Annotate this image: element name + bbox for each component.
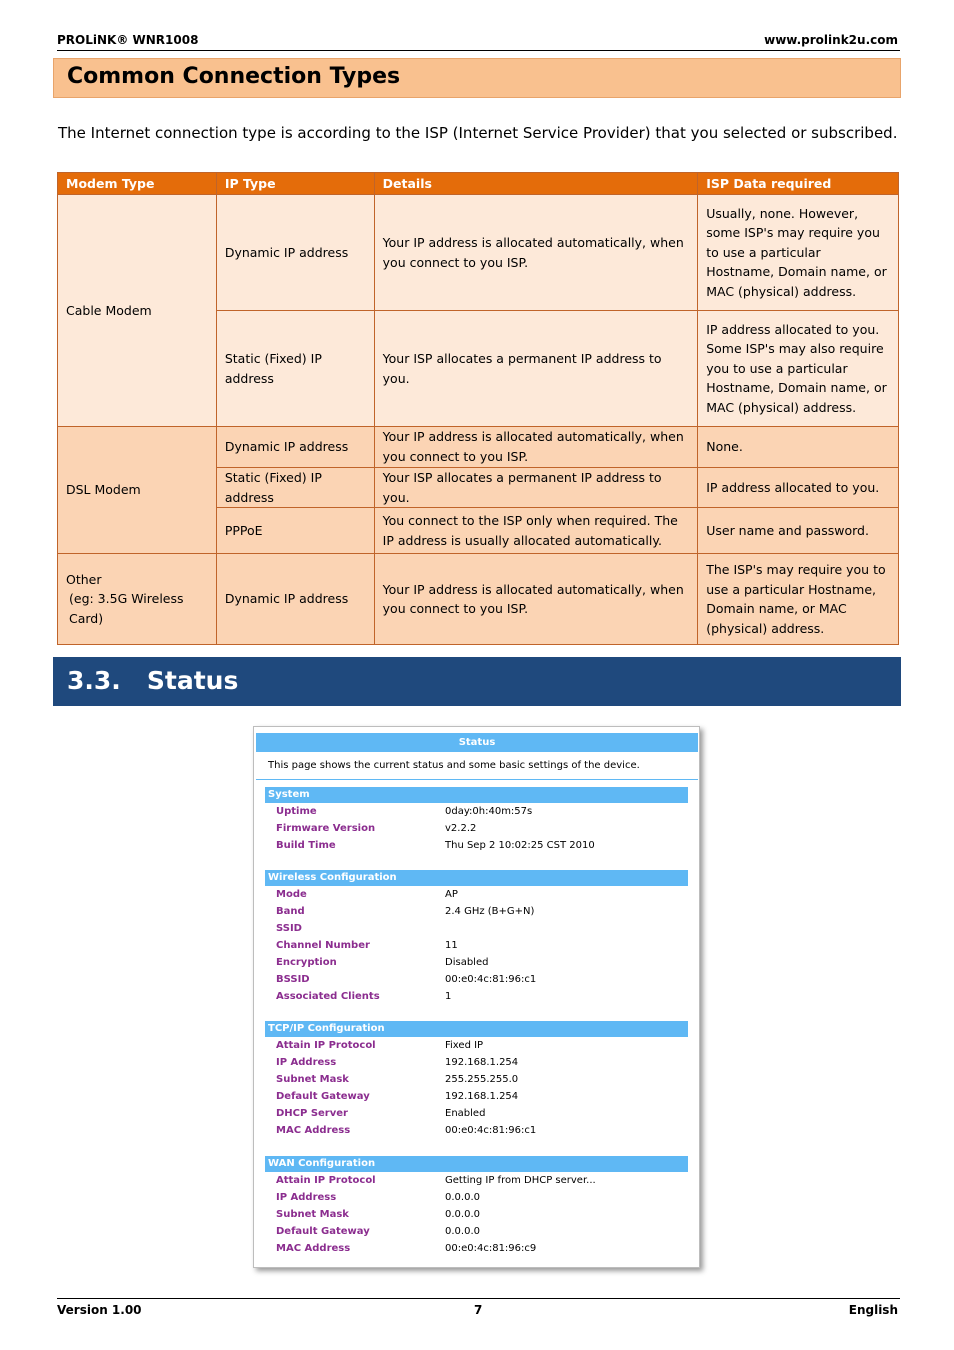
row-value: Fixed IP <box>445 1040 484 1051</box>
cell-isp-data: The ISP's may require you to use a particular Hostname, Domain name, or MAC (physical) address. <box>698 554 899 645</box>
row-value: Enabled <box>445 1108 486 1119</box>
col-isp-data: ISP Data required <box>698 173 899 195</box>
cell-ip-type: Static (Fixed) IP address <box>216 311 374 427</box>
row-value: 1 <box>445 991 452 1002</box>
row-value: v2.2.2 <box>445 823 477 834</box>
row-label: Default Gateway <box>276 1226 370 1237</box>
row-label: SSID <box>276 923 302 934</box>
cell-isp-data: IP address allocated to you. Some ISP's may also require you to use a particular Hostname, Domain name, or MAC (physical) address. <box>698 311 899 427</box>
page-footer <box>57 1298 900 1319</box>
status-title-bar: Status <box>256 733 698 752</box>
status-description: This page shows the current status and some basic settings of the device. <box>268 760 640 771</box>
row-value: 11 <box>445 940 458 951</box>
cell-details: Your ISP allocates a permanent IP address to you. <box>374 311 698 427</box>
row-label: Firmware Version <box>276 823 376 834</box>
cell-modem <box>58 554 217 645</box>
row-label: Encryption <box>276 957 337 968</box>
group-wan: WAN Configuration <box>265 1156 688 1172</box>
cell-ip-type: Dynamic IP address <box>216 195 374 311</box>
table-row <box>58 554 899 645</box>
row-value: Disabled <box>445 957 489 968</box>
footer-language: English <box>848 1303 898 1317</box>
status-row <box>254 1040 699 1057</box>
status-row <box>254 940 699 957</box>
header-website: www.prolink2u.com <box>764 33 898 47</box>
row-value: AP <box>445 889 458 900</box>
row-label: Subnet Mask <box>276 1209 349 1220</box>
status-row <box>254 840 699 857</box>
status-row <box>254 823 699 840</box>
section-heading-status <box>53 657 901 706</box>
status-row <box>254 991 699 1008</box>
status-row <box>254 1243 699 1260</box>
row-label: Mode <box>276 889 307 900</box>
section-title: Common Connection Types <box>67 64 401 89</box>
status-row <box>254 1192 699 1209</box>
row-value: Thu Sep 2 10:02:25 CST 2010 <box>445 840 595 851</box>
divider <box>256 779 698 780</box>
row-label: Default Gateway <box>276 1091 370 1102</box>
status-row <box>254 1091 699 1108</box>
row-label: IP Address <box>276 1192 337 1203</box>
status-row <box>254 1125 699 1142</box>
status-row <box>254 1209 699 1226</box>
col-modem-type: Modem Type <box>58 173 217 195</box>
row-label: Band <box>276 906 305 917</box>
row-label: Uptime <box>276 806 317 817</box>
cell-isp-data: Usually, none. However, some ISP's may require you to use a particular Hostname, Domain name, or MAC (physical) address. <box>698 195 899 311</box>
row-value: 0.0.0.0 <box>445 1226 480 1237</box>
row-label: BSSID <box>276 974 310 985</box>
cell-isp-data: None. <box>698 427 899 468</box>
status-row <box>254 1175 699 1192</box>
connection-types-table <box>57 172 899 645</box>
modem-other: Other <box>66 571 102 587</box>
footer-version: Version 1.00 <box>57 1303 142 1317</box>
header-product: PROLiNK® WNR1008 <box>57 33 199 47</box>
col-ip-type: IP Type <box>216 173 374 195</box>
row-label: MAC Address <box>276 1243 351 1254</box>
row-label: IP Address <box>276 1057 337 1068</box>
row-value: Getting IP from DHCP server... <box>445 1175 596 1186</box>
row-value: 0day:0h:40m:57s <box>445 806 533 817</box>
row-label: Channel Number <box>276 940 370 951</box>
row-label: Associated Clients <box>276 991 380 1002</box>
row-value: 0.0.0.0 <box>445 1209 480 1220</box>
cell-details: Your IP address is allocated automatically, when you connect to you ISP. <box>374 427 698 468</box>
row-label: Attain IP Protocol <box>276 1175 376 1186</box>
section-title: 3.3. Status <box>67 666 239 695</box>
group-wireless: Wireless Configuration <box>265 870 688 886</box>
row-label: Build Time <box>276 840 336 851</box>
row-label: Subnet Mask <box>276 1074 349 1085</box>
section-heading-connection-types <box>53 58 901 98</box>
cell-ip-type: PPPoE <box>216 508 374 554</box>
group-system: System <box>265 787 688 803</box>
status-row <box>254 974 699 991</box>
status-row <box>254 1108 699 1125</box>
cell-modem: Cable Modem <box>58 195 217 427</box>
footer-page-number: 7 <box>474 1303 483 1317</box>
cell-ip-type: Dynamic IP address <box>216 554 374 645</box>
row-label: MAC Address <box>276 1125 351 1136</box>
row-value: 192.168.1.254 <box>445 1091 519 1102</box>
intro-paragraph: The Internet connection type is according to the ISP (Internet Service Provider) that you selected or subscribed. <box>58 124 898 142</box>
page-header <box>57 32 900 51</box>
row-value: 2.4 GHz (B+G+N) <box>445 906 535 917</box>
table-header-row <box>58 173 899 195</box>
row-value: 255.255.255.0 <box>445 1074 519 1085</box>
group-tcpip: TCP/IP Configuration <box>265 1021 688 1037</box>
cell-details: Your IP address is allocated automatically, when you connect to you ISP. <box>374 554 698 645</box>
cell-isp-data: User name and password. <box>698 508 899 554</box>
status-row <box>254 806 699 823</box>
status-row <box>254 1057 699 1074</box>
status-row <box>254 906 699 923</box>
col-details: Details <box>374 173 698 195</box>
cell-ip-type: Static (Fixed) IP address <box>216 468 374 508</box>
row-value: 00:e0:4c:81:96:c1 <box>445 1125 537 1136</box>
row-value: 00:e0:4c:81:96:c1 <box>445 974 537 985</box>
modem-other-example: (eg: 3.5G Wireless Card) <box>69 591 184 626</box>
status-row <box>254 889 699 906</box>
cell-details: You connect to the ISP only when required. The IP address is usually allocated automatically. <box>374 508 698 554</box>
row-label: DHCP Server <box>276 1108 348 1119</box>
row-value: 0.0.0.0 <box>445 1192 480 1203</box>
row-value: 192.168.1.254 <box>445 1057 519 1068</box>
table-row <box>58 427 899 468</box>
cell-details: Your IP address is allocated automatically, when you connect to you ISP. <box>374 195 698 311</box>
cell-details: Your ISP allocates a permanent IP address to you. <box>374 468 698 508</box>
row-label: Attain IP Protocol <box>276 1040 376 1051</box>
status-row <box>254 1226 699 1243</box>
cell-modem: DSL Modem <box>58 427 217 554</box>
status-row <box>254 957 699 974</box>
cell-isp-data: IP address allocated to you. <box>698 468 899 508</box>
row-value: 00:e0:4c:81:96:c9 <box>445 1243 537 1254</box>
status-screenshot <box>253 726 700 1268</box>
status-row <box>254 923 699 940</box>
status-row <box>254 1074 699 1091</box>
table-row <box>58 195 899 311</box>
cell-ip-type: Dynamic IP address <box>216 427 374 468</box>
